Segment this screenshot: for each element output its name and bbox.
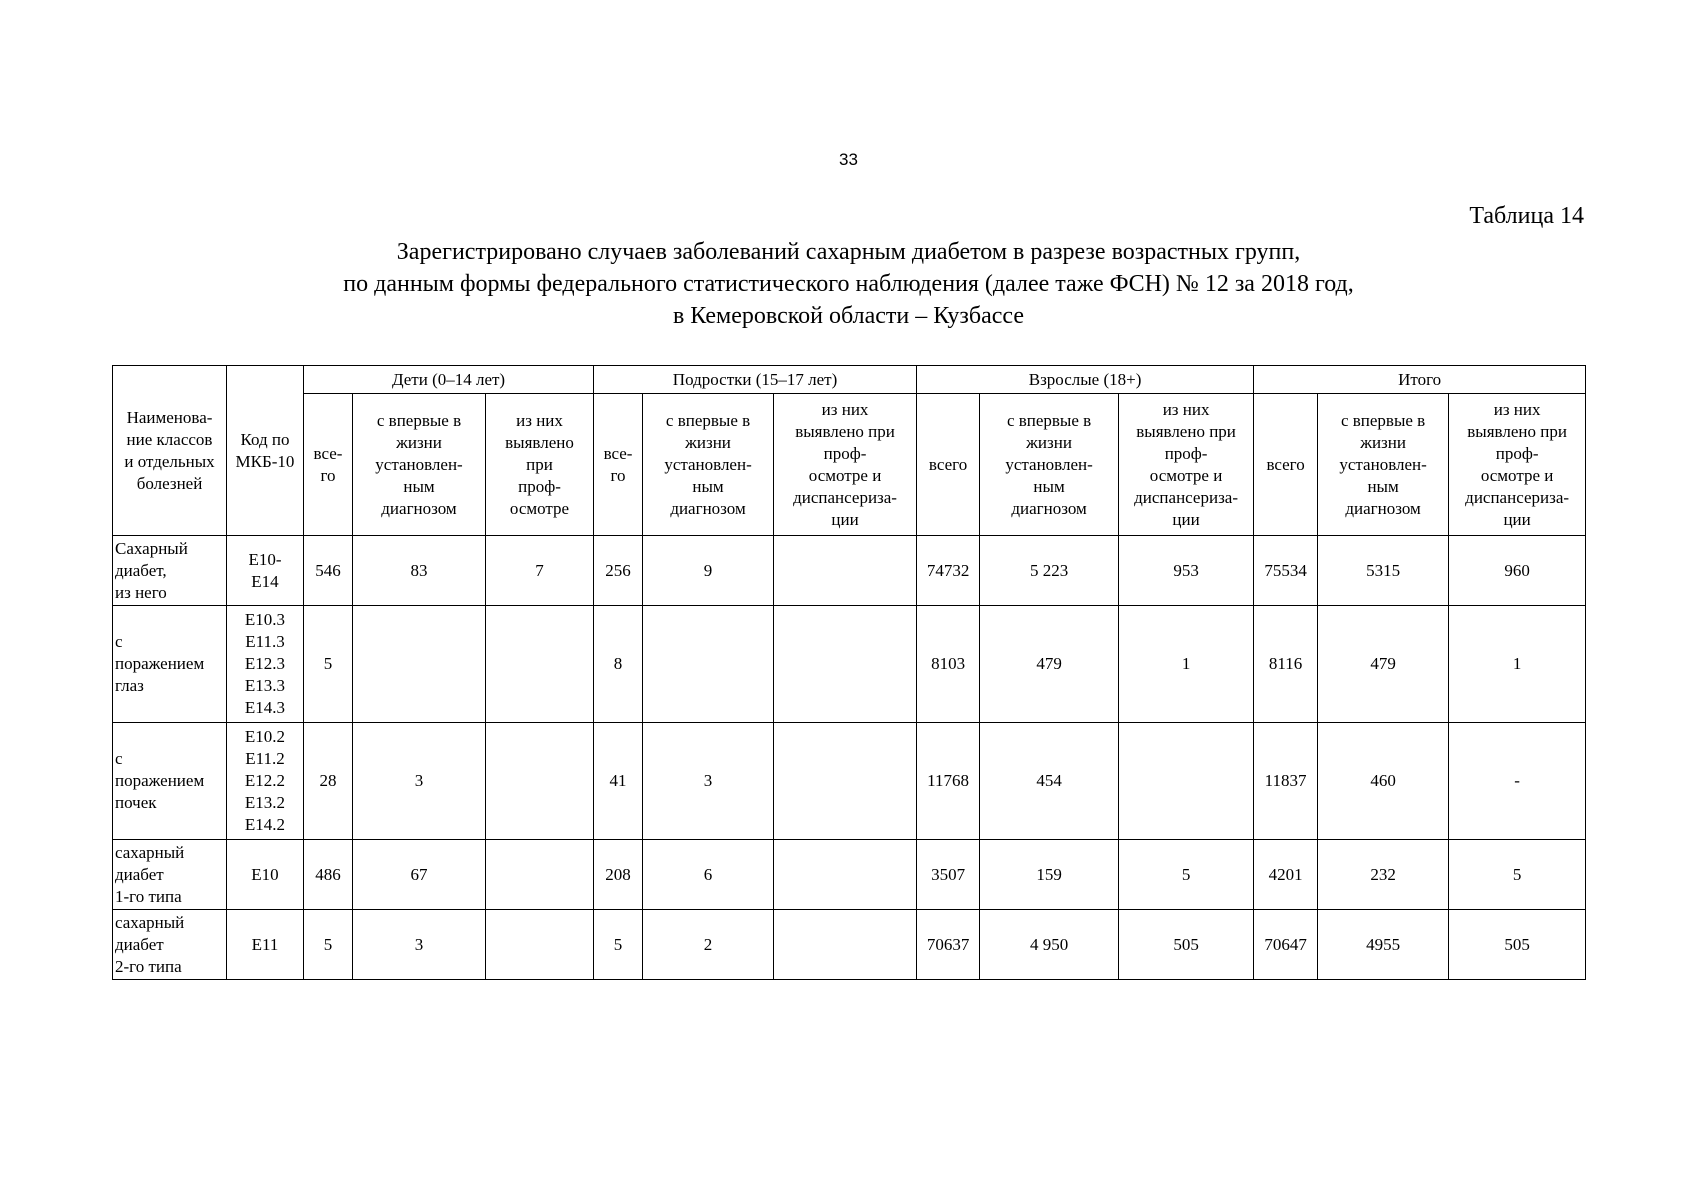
header-line: жизни xyxy=(396,432,442,452)
header-line: ние классов xyxy=(126,429,213,449)
row-name-line: 1-го типа xyxy=(115,886,182,906)
cell-adults-total: 11768 xyxy=(917,723,980,840)
cell-total-prof: 505 xyxy=(1449,910,1586,980)
title-line-1: Зарегистрировано случаев заболеваний сахарным диабетом в разрезе возрастных групп, xyxy=(396,239,1301,265)
cell-adults-prof xyxy=(1119,723,1254,840)
header-children-total xyxy=(304,394,353,536)
cell-adults-total: 3507 xyxy=(917,840,980,910)
cell-children-prof xyxy=(486,723,594,840)
cell-teens-prof xyxy=(774,723,917,840)
row-name-line: глаз xyxy=(115,676,144,695)
header-line: го xyxy=(610,465,626,485)
cell-total-first: 460 xyxy=(1318,723,1449,840)
row-name-line: сахарный xyxy=(115,912,185,932)
table-body xyxy=(113,536,1586,980)
table-label: Таблица 14 xyxy=(1469,203,1584,229)
cell-teens-prof xyxy=(774,910,917,980)
header-line: ным xyxy=(692,476,724,496)
row-name xyxy=(113,536,227,606)
header-line: диагнозом xyxy=(381,498,457,518)
cell-children-prof: 7 xyxy=(486,536,594,606)
header-line: всего xyxy=(1266,454,1305,474)
row-code-line: E10.3 xyxy=(244,610,286,629)
diabetes-table xyxy=(112,365,1586,980)
cell-teens-total: 256 xyxy=(594,536,643,606)
cell-teens-total: 8 xyxy=(594,606,643,723)
header-row-sub xyxy=(113,394,1586,536)
header-line: с впервые в xyxy=(665,410,751,430)
header-line: ции xyxy=(1172,509,1200,529)
row-name-line: почек xyxy=(115,793,157,812)
header-line: осмотре и xyxy=(808,465,882,485)
header-line: осмотре xyxy=(509,498,570,518)
cell-adults-first: 5 223 xyxy=(980,536,1119,606)
row-name-line: с xyxy=(115,632,123,651)
row-name-line: диабет xyxy=(115,934,164,954)
row-name xyxy=(113,910,227,980)
row-code-line: E10- xyxy=(248,549,282,569)
header-line: из них xyxy=(516,410,563,430)
header-line: из них xyxy=(821,399,869,419)
row-code-line: E13.3 xyxy=(244,676,286,695)
cell-adults-total: 8103 xyxy=(917,606,980,723)
row-code xyxy=(227,606,304,723)
row-code-line: E12.3 xyxy=(244,654,286,673)
cell-adults-total: 70637 xyxy=(917,910,980,980)
cell-children-first: 83 xyxy=(353,536,486,606)
header-line: жизни xyxy=(685,432,731,452)
row-name xyxy=(113,840,227,910)
header-total-prof xyxy=(1449,394,1586,536)
cell-total-total: 11837 xyxy=(1254,723,1318,840)
header-total-total xyxy=(1254,394,1318,536)
row-name-line: поражением xyxy=(115,771,205,790)
cell-children-first xyxy=(353,606,486,723)
cell-adults-prof: 505 xyxy=(1119,910,1254,980)
table-row xyxy=(113,840,1586,910)
cell-children-total: 5 xyxy=(304,910,353,980)
row-code-line: E13.2 xyxy=(244,793,286,812)
header-adults-prof xyxy=(1119,394,1254,536)
row-name-line: сахарный xyxy=(115,842,185,862)
header-code xyxy=(227,366,304,536)
cell-adults-first: 159 xyxy=(980,840,1119,910)
row-code-line: E11 xyxy=(251,934,279,954)
header-children-first xyxy=(353,394,486,536)
cell-total-total: 4201 xyxy=(1254,840,1318,910)
cell-adults-first: 4 950 xyxy=(980,910,1119,980)
header-group-teens: Подростки (15–17 лет) xyxy=(594,366,917,394)
cell-total-total: 8116 xyxy=(1254,606,1318,723)
row-name-line: диабет, xyxy=(115,560,167,580)
header-line: диагнозом xyxy=(1345,498,1421,518)
cell-children-total: 486 xyxy=(304,840,353,910)
cell-teens-total: 41 xyxy=(594,723,643,840)
header-line: и отдельных xyxy=(124,451,215,471)
header-line: го xyxy=(320,465,336,485)
header-line: диспансериза- xyxy=(793,487,897,507)
row-code xyxy=(227,536,304,606)
header-teens-total xyxy=(594,394,643,536)
header-adults-total xyxy=(917,394,980,536)
row-code-line: E11.3 xyxy=(245,632,285,651)
header-line: выявлено xyxy=(505,432,574,452)
row-code-line: E10.2 xyxy=(244,727,286,746)
header-line: ции xyxy=(831,509,859,529)
title-line-2: по данным формы федерального статистического наблюдения (далее таже ФСН) № 12 за 2018 год, xyxy=(343,271,1354,297)
cell-adults-prof: 5 xyxy=(1119,840,1254,910)
cell-teens-first: 2 xyxy=(643,910,774,980)
cell-total-first: 479 xyxy=(1318,606,1449,723)
header-children-prof xyxy=(486,394,594,536)
cell-children-prof xyxy=(486,840,594,910)
cell-children-first: 67 xyxy=(353,840,486,910)
cell-teens-first: 3 xyxy=(643,723,774,840)
header-group-children: Дети (0–14 лет) xyxy=(304,366,594,394)
cell-total-first: 5315 xyxy=(1318,536,1449,606)
row-name xyxy=(113,723,227,840)
header-line: диагнозом xyxy=(1011,498,1087,518)
header-line: ным xyxy=(1033,476,1065,496)
header-line: все- xyxy=(313,443,343,463)
header-line: всего xyxy=(928,454,968,474)
header-name xyxy=(113,366,227,536)
row-name xyxy=(113,606,227,723)
row-code-line: E14.2 xyxy=(244,815,286,834)
header-line: установлен- xyxy=(664,454,752,474)
header-line: ным xyxy=(403,476,435,496)
header-line: выявлено при xyxy=(1136,421,1236,441)
cell-children-first: 3 xyxy=(353,910,486,980)
page-number: 33 xyxy=(839,150,858,169)
row-name-line: 2-го типа xyxy=(115,956,182,976)
table-row xyxy=(113,606,1586,723)
row-name-line: Сахарный xyxy=(115,538,188,558)
header-adults-first xyxy=(980,394,1119,536)
cell-adults-prof: 953 xyxy=(1119,536,1254,606)
row-name-line: с xyxy=(115,749,123,768)
header-line: с впервые в xyxy=(1006,410,1092,430)
header-line: ции xyxy=(1503,509,1531,529)
row-code-line: E12.2 xyxy=(244,771,286,790)
header-row-groups xyxy=(113,366,1586,394)
header-line: болезней xyxy=(136,473,203,493)
cell-total-first: 232 xyxy=(1318,840,1449,910)
header-line: проф- xyxy=(823,443,867,463)
cell-adults-prof: 1 xyxy=(1119,606,1254,723)
title-line-3: в Кемеровской области – Кузбассе xyxy=(672,303,1025,329)
row-name-line: диабет xyxy=(115,864,164,884)
header-line: проф- xyxy=(1164,443,1208,463)
cell-teens-prof xyxy=(774,606,917,723)
cell-total-prof: 960 xyxy=(1449,536,1586,606)
cell-adults-first: 454 xyxy=(980,723,1119,840)
header-line: осмотре и xyxy=(1480,465,1554,485)
header-total-first xyxy=(1318,394,1449,536)
header-line: с впервые в xyxy=(376,410,462,430)
row-code xyxy=(227,840,304,910)
header-line: все- xyxy=(603,443,633,463)
header-line: МКБ-10 xyxy=(235,451,295,471)
header-line: установлен- xyxy=(1339,454,1427,474)
cell-adults-first: 479 xyxy=(980,606,1119,723)
header-teens-first xyxy=(643,394,774,536)
cell-teens-first xyxy=(643,606,774,723)
cell-children-total: 28 xyxy=(304,723,353,840)
cell-teens-prof xyxy=(774,536,917,606)
header-line: ным xyxy=(1367,476,1399,496)
row-code-line: E10 xyxy=(251,864,279,884)
cell-total-prof: 1 xyxy=(1449,606,1586,723)
header-line: из них xyxy=(1493,399,1541,419)
cell-teens-total: 5 xyxy=(594,910,643,980)
header-line: при xyxy=(526,454,553,474)
cell-teens-prof xyxy=(774,840,917,910)
row-code xyxy=(227,910,304,980)
header-line: диагнозом xyxy=(670,498,746,518)
cell-children-first: 3 xyxy=(353,723,486,840)
header-line: из них xyxy=(1162,399,1210,419)
table-title xyxy=(0,236,1697,332)
table-row xyxy=(113,536,1586,606)
cell-adults-total: 74732 xyxy=(917,536,980,606)
header-line: Наименова- xyxy=(126,407,213,427)
header-line: проф- xyxy=(518,476,561,496)
cell-total-first: 4955 xyxy=(1318,910,1449,980)
cell-teens-total: 208 xyxy=(594,840,643,910)
row-code-line: E14 xyxy=(251,571,279,591)
cell-children-prof xyxy=(486,910,594,980)
table-row xyxy=(113,723,1586,840)
cell-children-total: 546 xyxy=(304,536,353,606)
header-line: выявлено при xyxy=(795,421,895,441)
header-line: диспансериза- xyxy=(1134,487,1238,507)
header-line: диспансериза- xyxy=(1465,487,1570,507)
cell-total-total: 75534 xyxy=(1254,536,1318,606)
row-name-line: из него xyxy=(115,582,167,602)
cell-total-prof: 5 xyxy=(1449,840,1586,910)
cell-children-prof xyxy=(486,606,594,723)
cell-teens-first: 9 xyxy=(643,536,774,606)
table-row xyxy=(113,910,1586,980)
header-line: установлен- xyxy=(375,454,463,474)
header-line: жизни xyxy=(1026,432,1072,452)
cell-total-total: 70647 xyxy=(1254,910,1318,980)
row-name-line: поражением xyxy=(115,654,205,673)
header-teens-prof xyxy=(774,394,917,536)
header-line: Код по xyxy=(240,429,290,449)
header-line: установлен- xyxy=(1005,454,1093,474)
row-code xyxy=(227,723,304,840)
cell-total-prof: - xyxy=(1449,723,1586,840)
row-code-line: E11.2 xyxy=(245,749,285,768)
cell-children-total: 5 xyxy=(304,606,353,723)
header-line: выявлено при xyxy=(1467,421,1567,441)
header-group-total: Итого xyxy=(1254,366,1586,394)
cell-teens-first: 6 xyxy=(643,840,774,910)
header-line: жизни xyxy=(1360,432,1406,452)
header-group-adults: Взрослые (18+) xyxy=(917,366,1254,394)
header-line: проф- xyxy=(1495,443,1539,463)
row-code-line: E14.3 xyxy=(244,698,286,717)
header-line: с впервые в xyxy=(1340,410,1426,430)
header-line: осмотре и xyxy=(1149,465,1223,485)
